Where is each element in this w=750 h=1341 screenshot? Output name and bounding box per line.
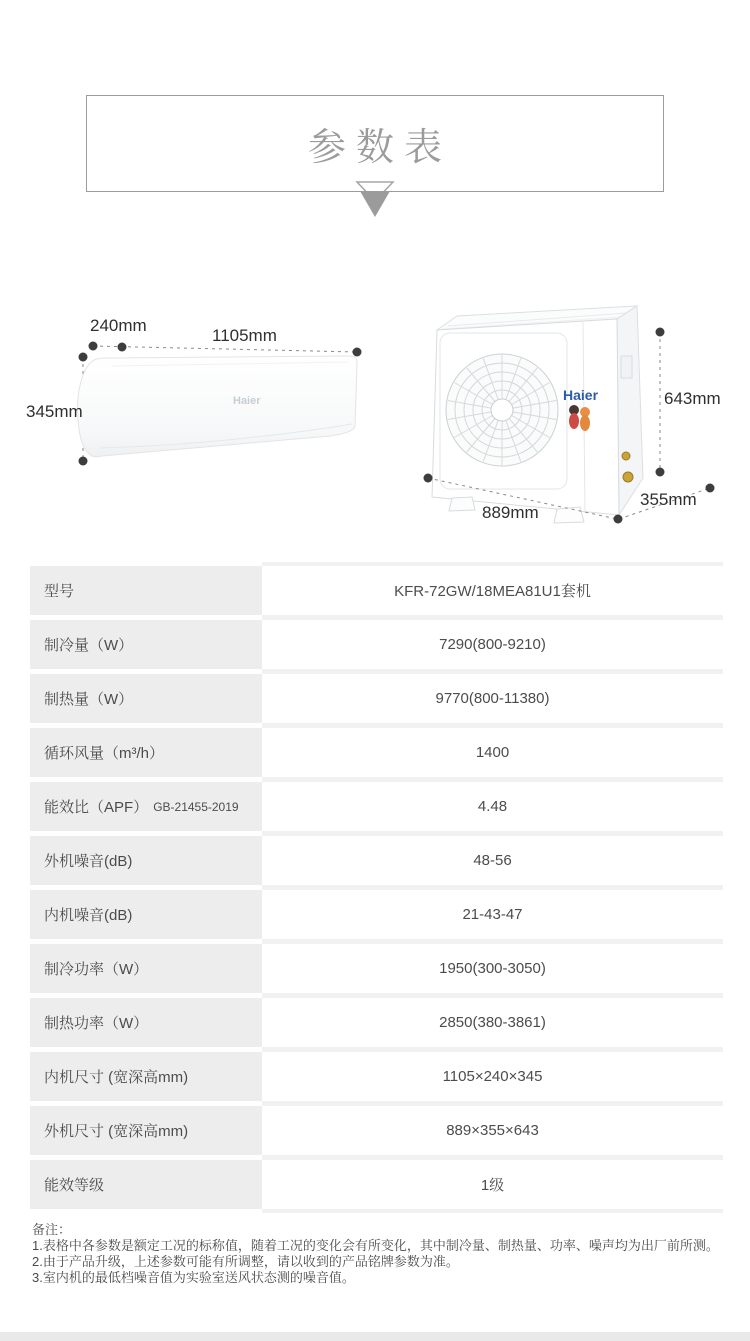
- spec-label: 内机噪音(dB): [44, 907, 133, 924]
- down-arrow-icon: [350, 180, 400, 222]
- note-line-3: 3.室内机的最低档噪音值为实验室送风状态测的噪音值。: [32, 1270, 355, 1285]
- table-row-outdoor-size: [30, 1106, 723, 1155]
- spec-table: [30, 562, 723, 1213]
- table-row-air-circulation: [30, 728, 723, 777]
- table-row-cooling-power: [30, 944, 723, 993]
- table-row-energy-efficiency-ratio: [30, 782, 723, 831]
- dimension-label-indoor-width: 1105mm: [212, 326, 277, 345]
- table-row-outdoor-noise: [30, 836, 723, 885]
- spec-label-suffix: GB-21455-2019: [153, 799, 239, 814]
- spec-label: 型号: [44, 583, 75, 600]
- dimension-label-indoor-depth: 240mm: [90, 316, 147, 335]
- spec-label: 外机噪音(dB): [44, 853, 133, 870]
- spec-label: 制热功率（W）: [44, 1015, 149, 1032]
- spec-value: 7290(800-9210): [262, 620, 723, 669]
- table-row-indoor-size: [30, 1052, 723, 1101]
- indoor-unit-image: [20, 300, 380, 485]
- table-row-cooling-capacity: [30, 620, 723, 669]
- spec-label: 外机尺寸 (宽深高mm): [44, 1123, 189, 1140]
- dimension-label-outdoor-width: 889mm: [482, 503, 539, 522]
- spec-value: 2850(380-3861): [262, 998, 723, 1047]
- note-line-2: 2.由于产品升级，上述参数可能有所调整，请以收到的产品铭牌参数为准。: [32, 1254, 459, 1269]
- spec-value: 1级: [262, 1160, 723, 1209]
- spec-label: 制冷量（W）: [44, 637, 134, 654]
- spec-value: 1400: [262, 728, 723, 777]
- table-row-model: [30, 566, 723, 615]
- title-box: [86, 95, 664, 192]
- notes-section: [32, 1222, 732, 1286]
- bottom-divider-bar: [0, 1332, 750, 1341]
- dimension-label-outdoor-height: 643mm: [664, 389, 721, 408]
- spec-value: 889×355×643: [262, 1106, 723, 1155]
- spec-value: 4.48: [262, 782, 723, 831]
- spec-label: 内机尺寸 (宽深高mm): [44, 1069, 189, 1086]
- dimension-label-indoor-height: 345mm: [26, 402, 83, 421]
- spec-label: 制热量（W）: [44, 691, 134, 708]
- notes-title: 备注：: [32, 1222, 72, 1237]
- spec-value: 9770(800-11380): [262, 674, 723, 723]
- spec-label: 制冷功率（W）: [44, 961, 149, 978]
- spec-value: 48-56: [262, 836, 723, 885]
- spec-value: KFR-72GW/18MEA81U1套机: [262, 566, 723, 615]
- page-title: 参数表: [307, 127, 452, 169]
- spec-value: 1950(300-3050): [262, 944, 723, 993]
- table-row-indoor-noise: [30, 890, 723, 939]
- outdoor-haier-logo: Haier: [563, 387, 599, 403]
- indoor-haier-logo: Haier: [233, 395, 261, 407]
- spec-label: 能效等级: [44, 1177, 105, 1194]
- note-line-1: 1.表格中各参数是额定工况的标称值，随着工况的变化会有所变化，其中制冷量、制热量、功率、噪声均为出厂前所测。: [32, 1238, 719, 1253]
- table-row-heating-power: [30, 998, 723, 1047]
- spec-label: 能效比（APF）: [44, 799, 149, 816]
- spec-value: 21-43-47: [262, 890, 723, 939]
- spec-label: 循环风量（m³/h）: [44, 745, 165, 762]
- table-row-heating-capacity: [30, 674, 723, 723]
- indoor-unit-body: [78, 356, 357, 457]
- table-row-energy-grade: [30, 1160, 723, 1209]
- dimension-label-outdoor-depth: 355mm: [640, 490, 697, 509]
- spec-value: 1105×240×345: [262, 1052, 723, 1101]
